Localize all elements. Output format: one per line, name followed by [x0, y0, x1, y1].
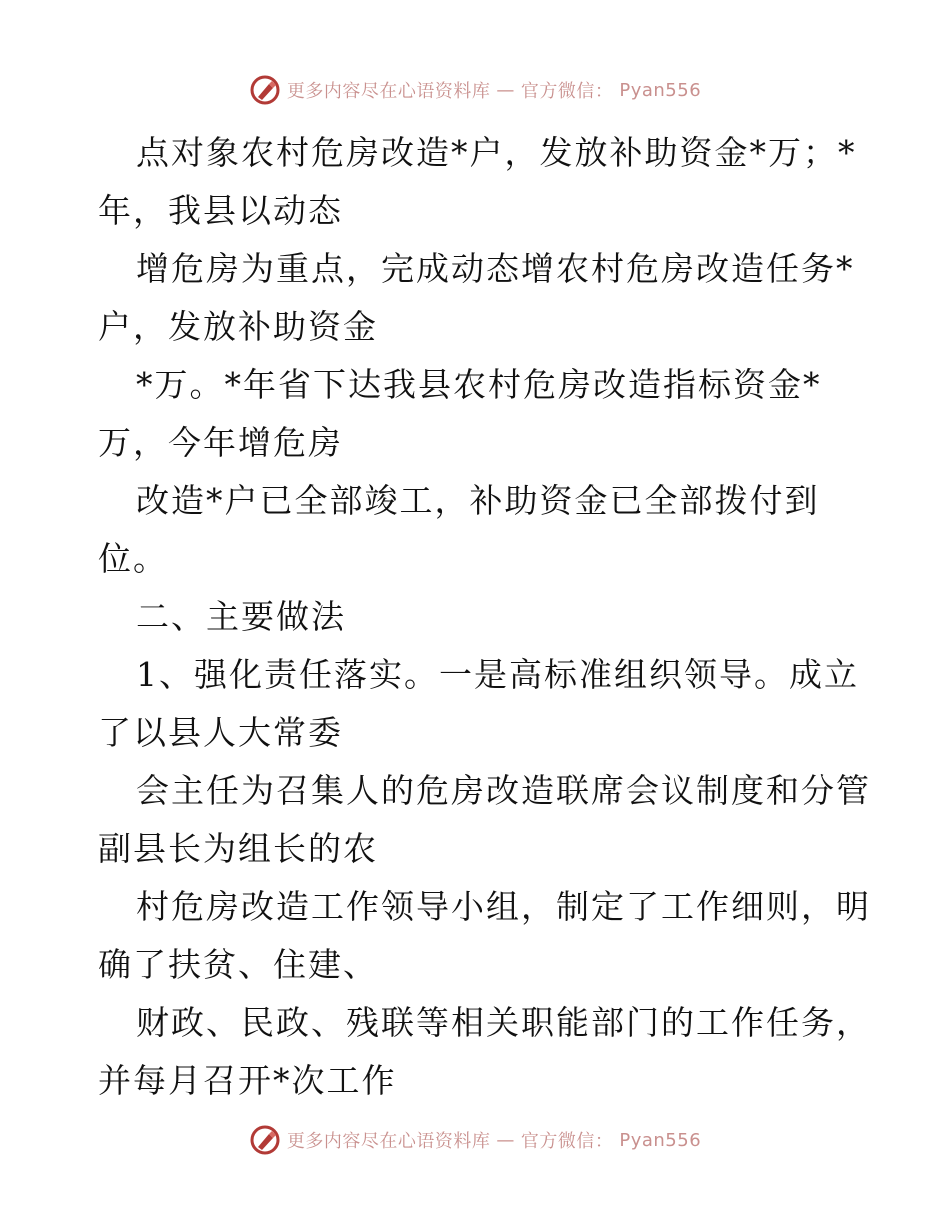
- body-line-11: 了以县人大常委: [98, 713, 343, 752]
- watermark-suffix: 官方微信：: [520, 1131, 614, 1152]
- watermark-text: 更多内容尽在心语资料库: [286, 1131, 491, 1152]
- body-line-17: 并每月召开*次工作: [98, 1061, 397, 1100]
- watermark-separator: —: [496, 79, 515, 101]
- watermark-wechat-id: Pyan556: [619, 1129, 702, 1151]
- body-line-1: 点对象农村危房改造*户，发放补助资金*万；*: [136, 133, 857, 172]
- document-body: [98, 124, 871, 1110]
- footer-watermark: [0, 1120, 950, 1160]
- body-line-2: 年，我县以动态: [98, 191, 343, 230]
- body-line-4: 户，发放补助资金: [98, 307, 378, 346]
- watermark-text: 更多内容尽在心语资料库: [286, 81, 491, 102]
- body-line-7: 改造*户已全部竣工，补助资金已全部拨付到: [136, 481, 820, 520]
- body-line-8: 位。: [98, 539, 168, 578]
- section-heading: 二、主要做法: [136, 597, 346, 636]
- body-line-14: 村危房改造工作领导小组，制定了工作细则，明: [136, 887, 871, 926]
- pen-logo-icon: [249, 74, 281, 106]
- body-line-16: 财政、民政、残联等相关职能部门的工作任务，: [136, 1003, 871, 1042]
- body-line-15: 确了扶贫、住建、: [98, 945, 378, 984]
- body-line-6: 万，今年增危房: [98, 423, 343, 462]
- body-line-13: 副县长为组长的农: [98, 829, 378, 868]
- pen-logo-icon: [249, 1124, 281, 1156]
- watermark-wechat-id: Pyan556: [619, 79, 702, 101]
- body-line-12: 会主任为召集人的危房改造联席会议制度和分管: [136, 771, 871, 810]
- watermark-suffix: 官方微信：: [520, 81, 614, 102]
- header-watermark: [0, 70, 950, 110]
- watermark-separator: —: [496, 1129, 515, 1151]
- body-line-5: *万。*年省下达我县农村危房改造指标资金*: [136, 365, 822, 404]
- body-line-3: 增危房为重点，完成动态增农村危房改造任务*: [136, 249, 855, 288]
- body-line-10: 1、强化责任落实。一是高标准组织领导。成立: [136, 655, 859, 694]
